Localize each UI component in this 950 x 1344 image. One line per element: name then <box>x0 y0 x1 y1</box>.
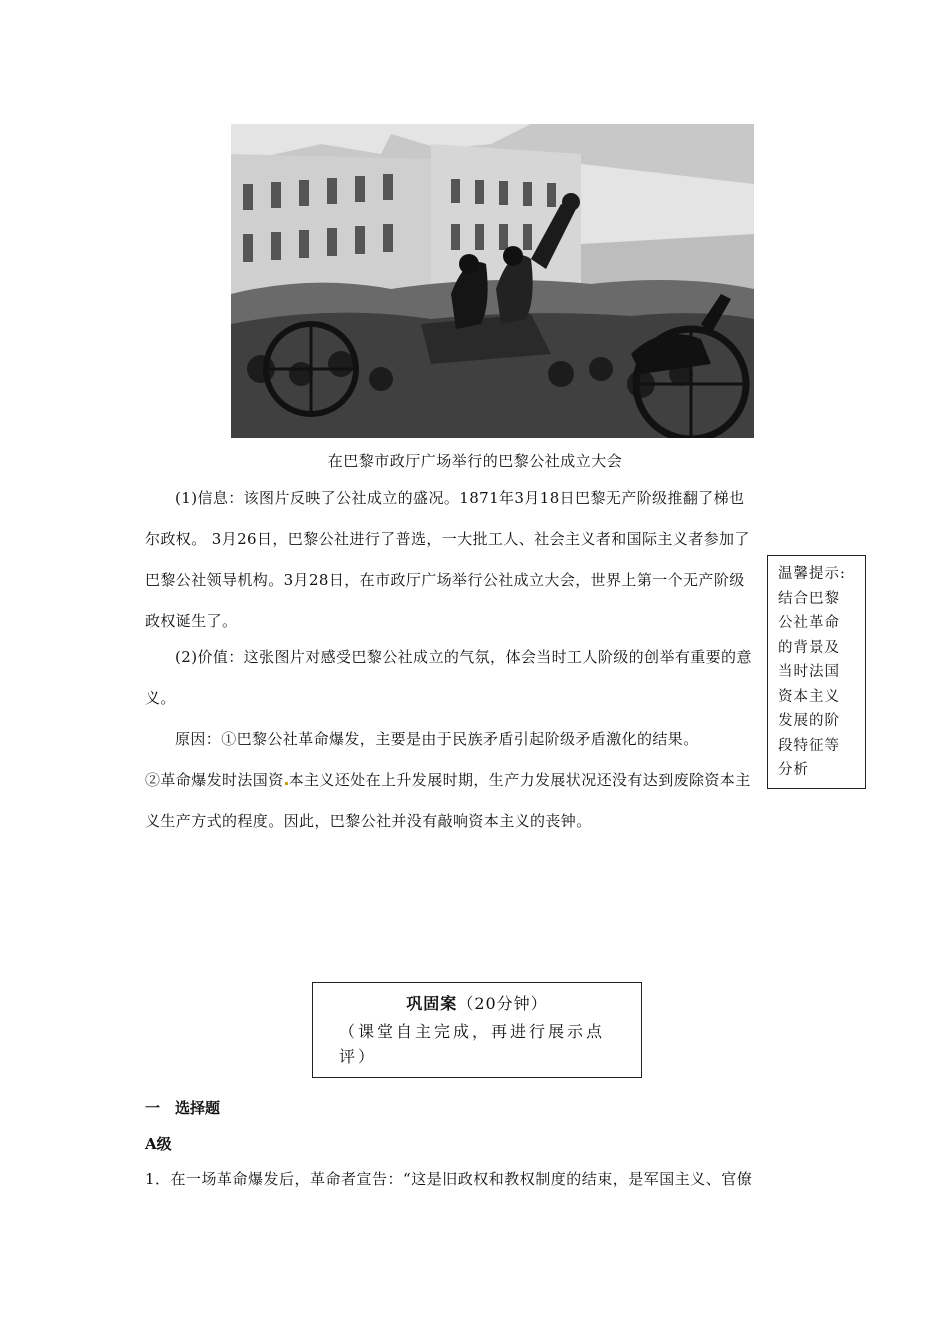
reason-paragraph <box>145 719 755 842</box>
paris-commune-illustration <box>231 124 754 438</box>
consolidate-title-text: 巩固案 <box>406 994 458 1013</box>
reason-second-part-a: ②革命爆发时法国资 <box>145 771 284 789</box>
tip-line: 结合巴黎 <box>778 590 840 607</box>
tip-line: 分析 <box>778 762 809 778</box>
tip-box <box>767 555 866 789</box>
value-paragraph: (2)价值：这张图片对感受巴黎公社成立的气氛，体会当时工人阶级的创举有重要的意义。 <box>145 648 752 707</box>
tip-line: 发展的阶 <box>778 713 840 729</box>
consolidate-title <box>313 991 641 1014</box>
yellow-mark <box>285 782 288 785</box>
consolidate-box <box>312 982 642 1078</box>
illustration-drawing <box>231 124 754 438</box>
reason-second-part-b: 本主义还处在上升发展时期，生产力发展状况还没有达到废除资本主义生产方式的程度。因此，巴黎公社并没有敲响资本主义的丧钟。 <box>145 771 751 830</box>
question-1: 1．在一场革命爆发后，革命者宣告：“这是旧政权和教权制度的结束，是军国主义、官僚 <box>145 1170 753 1188</box>
tip-line: 当时法国 <box>778 664 840 680</box>
reason-first-part: 原因：①巴黎公社革命爆发，主要是由于民族矛盾引起阶级矛盾激化的结果。 <box>175 730 699 748</box>
tip-line: 公社革命 <box>778 615 840 631</box>
consolidate-duration: （20分钟） <box>457 994 548 1013</box>
tip-line: 段特征等 <box>778 737 840 754</box>
consolidate-note: （课堂自主完成，再进行展示点评） <box>339 1022 606 1066</box>
tip-line: 温馨提示: <box>778 566 846 582</box>
tip-line: 资本主义 <box>778 688 840 705</box>
info-paragraph: (1)信息：该图片反映了公社成立的盛况。1871年3月18日巴黎无产阶级推翻了梯也尔政权。 3月26日，巴黎公社进行了普选，一大批工人、社会主义者和国际主义者参加了巴黎公社领导机构。3月28日，在市政厅广场举行公社成立大会，世界上第一个无产阶级政权诞生了。 <box>145 489 750 630</box>
choice-heading: 一 选择题 <box>145 1099 221 1117</box>
level-heading: A级 <box>145 1135 172 1153</box>
tip-line: 的背景及 <box>778 639 840 656</box>
figure-caption: 在巴黎市政厅广场举行的巴黎公社成立大会 <box>327 452 623 470</box>
